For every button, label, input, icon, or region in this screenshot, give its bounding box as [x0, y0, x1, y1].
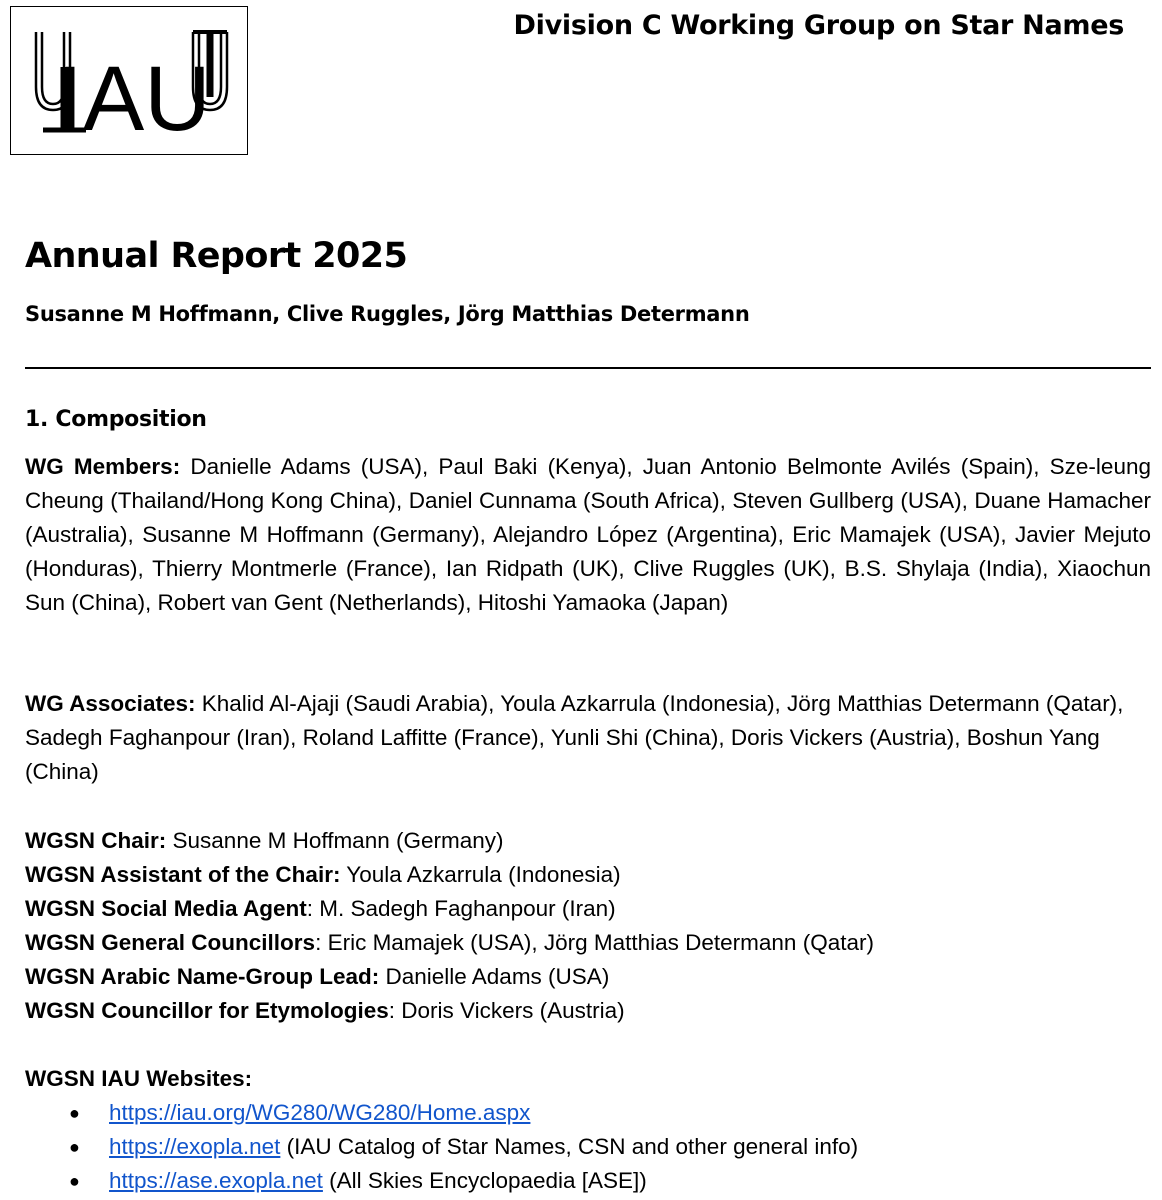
role-general-councillors: [25, 926, 874, 960]
role-value: : Eric Mamajek (USA), Jörg Matthias Determann (Qatar): [315, 930, 874, 955]
role-label: WGSN Social Media Agent: [25, 896, 307, 921]
wg-associates-paragraph: [25, 687, 1151, 789]
roles-list: [25, 824, 874, 1028]
link-note: (IAU Catalog of Star Names, CSN and other general info): [280, 1134, 859, 1159]
wg-members-label: WG Members:: [25, 454, 181, 479]
wg-members-text: Danielle Adams (USA), Paul Baki (Kenya), Juan Antonio Belmonte Avilés (Spain), Sze-leung Cheung (Thailand/Hong Kong China), Daniel Cunnama (South Africa), Steven Gullberg (USA), Duane Hamacher (Australia), Susanne M Hoffmann (Germany), Alejandro López (Argentina), Eric Mamajek (USA), Javier Mejuto (Honduras), Thierry Montmerle (France), Ian Ridpath (UK), Clive Ruggles (UK), B.S. Shylaja (India), Xiaochun Sun (China), Robert van Gent (Netherlands), Hitoshi Yamaoka (Japan): [25, 454, 1151, 615]
list-item: [25, 1164, 858, 1198]
websites-heading: WGSN IAU Websites:: [25, 1066, 253, 1091]
role-social-media-agent: [25, 892, 874, 926]
iau-logo-graphic: [11, 7, 247, 154]
role-value: Youla Azkarrula (Indonesia): [340, 862, 621, 887]
websites-list: [25, 1096, 858, 1198]
svg-text:IAU: IAU: [57, 48, 211, 150]
bullet-icon: ●: [69, 1137, 80, 1157]
wg-members-paragraph: [25, 450, 1151, 620]
role-value: : M. Sadegh Faghanpour (Iran): [306, 896, 616, 921]
link-iau-wg280[interactable]: https://iau.org/WG280/WG280/Home.aspx: [109, 1100, 531, 1125]
wg-associates-label: WG Associates:: [25, 691, 196, 716]
role-arabic-lead: [25, 960, 874, 994]
section-heading-composition: 1. Composition: [25, 407, 207, 432]
report-authors: Susanne M Hoffmann, Clive Ruggles, Jörg Matthias Determann: [25, 302, 750, 326]
list-item: [25, 1096, 858, 1130]
role-label: WGSN General Councillors: [25, 930, 316, 955]
role-value: : Doris Vickers (Austria): [388, 998, 625, 1023]
role-etymologies: [25, 994, 874, 1028]
divider: [25, 367, 1151, 369]
iau-logo: [10, 6, 248, 155]
role-value: Susanne M Hoffmann (Germany): [166, 828, 504, 853]
link-ase-exopla[interactable]: https://ase.exopla.net: [109, 1168, 323, 1193]
bullet-icon: ●: [69, 1171, 80, 1191]
role-chair: [25, 824, 874, 858]
bullet-icon: ●: [69, 1103, 80, 1123]
link-exopla[interactable]: https://exopla.net: [109, 1134, 281, 1159]
link-note: (All Skies Encyclopaedia [ASE]): [322, 1168, 647, 1193]
list-item: [25, 1130, 858, 1164]
report-title: Annual Report 2025: [25, 236, 408, 276]
role-label: WGSN Councillor for Etymologies: [25, 998, 389, 1023]
role-assistant-chair: [25, 858, 874, 892]
role-value: Danielle Adams (USA): [379, 964, 610, 989]
wg-associates-text: Khalid Al-Ajaji (Saudi Arabia), Youla Azkarrula (Indonesia), Jörg Matthias Determann (Qatar), Sadegh Faghanpour (Iran), Roland Laffitte (France), Yunli Shi (China), Doris Vickers (Austria), Boshun Yang (China): [25, 691, 1124, 784]
role-label: WGSN Assistant of the Chair:: [25, 862, 341, 887]
role-label: WGSN Chair:: [25, 828, 167, 853]
division-title: Division C Working Group on Star Names: [513, 10, 1124, 41]
role-label: WGSN Arabic Name-Group Lead:: [25, 964, 380, 989]
